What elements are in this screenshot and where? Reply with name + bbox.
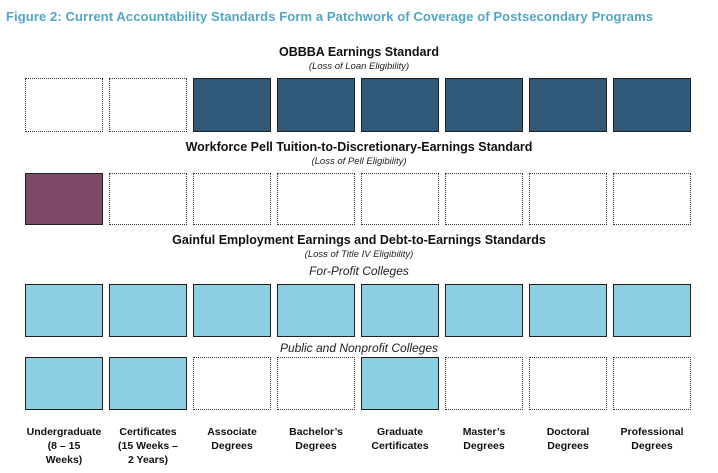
uncovered-cell — [109, 173, 187, 225]
uncovered-cell — [613, 173, 691, 225]
column-label-line: 2 Years) — [127, 454, 169, 466]
pell-section-subtitle: (Loss of Pell Eligibility) — [311, 156, 407, 167]
covered-cell — [25, 357, 103, 410]
column-label-line: Degrees — [463, 440, 505, 452]
column-label — [191, 425, 273, 453]
column-label-line: Undergraduate — [26, 426, 102, 438]
uncovered-cell — [25, 78, 103, 132]
uncovered-cell — [529, 173, 607, 225]
column-label-line: (8 – 15 — [47, 440, 81, 452]
pell-section-title: Workforce Pell Tuition-to-Discretionary-Earnings Standard — [185, 140, 533, 154]
column-label-line: Degrees — [295, 440, 337, 452]
uncovered-cell — [277, 173, 355, 225]
column-label-line: Degrees — [631, 440, 673, 452]
column-label-line: Degrees — [547, 440, 589, 452]
column-label-line: Professional — [620, 426, 684, 438]
covered-cell — [193, 78, 271, 132]
uncovered-cell — [277, 357, 355, 410]
covered-cell — [613, 78, 691, 132]
column-label — [23, 425, 105, 467]
uncovered-cell — [361, 173, 439, 225]
ge-section-subtitle: (Loss of Title IV Eligibility) — [304, 249, 414, 260]
covered-cell — [529, 78, 607, 132]
uncovered-cell — [193, 173, 271, 225]
covered-cell — [193, 284, 271, 337]
column-label-line: Associate — [207, 426, 257, 438]
covered-cell — [277, 78, 355, 132]
figure-title: Figure 2: Current Accountability Standards Form a Patchwork of Coverage of Postsecondary Programs — [6, 9, 654, 24]
covered-cell — [109, 357, 187, 410]
covered-cell — [25, 284, 103, 337]
obbba-section-title: OBBBA Earnings Standard — [279, 45, 439, 59]
covered-cell — [361, 284, 439, 337]
column-label-line: Weeks) — [45, 454, 83, 466]
column-label-line: Master’s — [462, 426, 506, 438]
column-label — [611, 425, 693, 453]
ge-section-title: Gainful Employment Earnings and Debt-to-Earnings Standards — [172, 233, 546, 247]
column-label — [107, 425, 189, 467]
obbba-section-subtitle: (Loss of Loan Eligibility) — [308, 61, 410, 72]
column-label-line: Certificates — [371, 440, 429, 452]
column-label — [527, 425, 609, 453]
uncovered-cell — [109, 78, 187, 132]
column-label — [359, 425, 441, 453]
column-label-line: Graduate — [376, 426, 424, 438]
uncovered-cell — [445, 173, 523, 225]
column-label-line: Doctoral — [546, 426, 590, 438]
covered-cell — [613, 284, 691, 337]
uncovered-cell — [529, 357, 607, 410]
column-label-line: Bachelor’s — [289, 426, 343, 438]
covered-cell — [445, 78, 523, 132]
covered-cell — [445, 284, 523, 337]
public-nonprofit-label: Public and Nonprofit Colleges — [279, 341, 439, 355]
column-label-line: (15 Weeks – — [118, 440, 178, 452]
covered-cell — [529, 284, 607, 337]
uncovered-cell — [445, 357, 523, 410]
covered-cell — [25, 173, 103, 225]
column-label — [443, 425, 525, 453]
for-profit-label: For-Profit Colleges — [309, 264, 409, 278]
covered-cell — [109, 284, 187, 337]
column-label-line: Certificates — [119, 426, 177, 438]
covered-cell — [361, 357, 439, 410]
column-label-line: Degrees — [211, 440, 253, 452]
covered-cell — [361, 78, 439, 132]
uncovered-cell — [193, 357, 271, 410]
uncovered-cell — [613, 357, 691, 410]
covered-cell — [277, 284, 355, 337]
column-label — [275, 425, 357, 453]
